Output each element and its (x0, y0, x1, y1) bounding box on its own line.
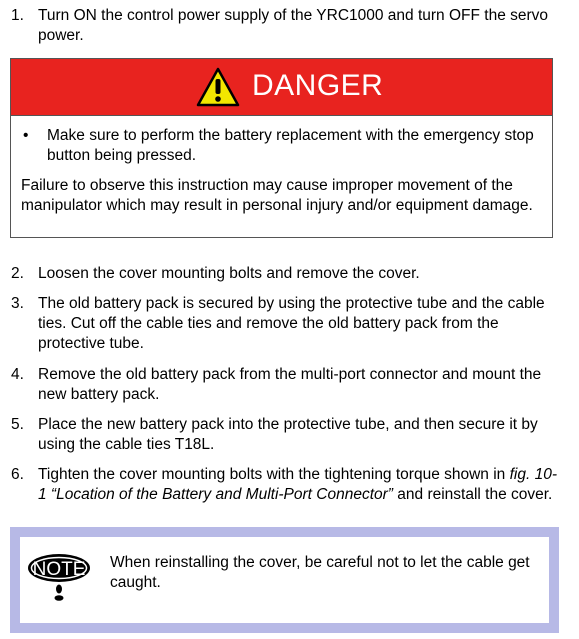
note-box (10, 527, 559, 633)
step-text: Remove the old battery pack from the multi-port connector and mount the new battery pack. (38, 366, 542, 403)
step-number: 2. (11, 265, 24, 282)
danger-title: DANGER (252, 69, 384, 102)
figure-reference-link[interactable]: fig. 10-1 “Location of the Battery and Multi-Port Connector” (38, 466, 557, 503)
step-text-before: Tighten the cover mounting bolts with the tightening torque shown in (38, 466, 510, 483)
step-text (38, 465, 559, 505)
step-text: The old battery pack is secured by using the protective tube and the cable ties. Cut off the cable ties and remove the old battery pack from the protective tube. (38, 295, 545, 352)
note-label: NOTE (32, 559, 86, 580)
step-2 (11, 264, 559, 284)
note-icon (26, 549, 92, 603)
step-number: 5. (11, 416, 24, 433)
danger-header (11, 59, 552, 116)
step-text: Loosen the cover mounting bolts and remove the cover. (38, 265, 420, 282)
step-text: Place the new battery pack into the protective tube, and then secure it by using the cable ties T18L. (38, 416, 538, 453)
warning-triangle-icon (196, 67, 240, 107)
danger-bullet-text: Make sure to perform the battery replacement with the emergency stop button being pressed. (47, 127, 534, 164)
step-number: 1. (11, 7, 24, 24)
step-number: 4. (11, 366, 24, 383)
step-4 (11, 365, 559, 405)
danger-bullet (21, 126, 542, 166)
step-5 (11, 415, 559, 455)
step-number: 3. (11, 295, 24, 312)
note-content (20, 537, 549, 623)
note-text: When reinstalling the cover, be careful not to let the cable get caught. (110, 554, 530, 591)
step-text-after: and reinstall the cover. (392, 486, 553, 503)
danger-failure-text: Failure to observe this instruction may cause improper movement of the manipulator which may result in personal injury and/or equipment damage. (21, 177, 533, 214)
step-3 (11, 294, 559, 354)
step-text: Turn ON the control power supply of the YRC1000 and turn OFF the servo power. (38, 7, 549, 44)
step-number: 6. (11, 466, 24, 483)
bullet-mark: • (23, 127, 29, 144)
danger-box (10, 58, 553, 238)
step-6 (11, 465, 559, 505)
step-1 (11, 6, 559, 46)
